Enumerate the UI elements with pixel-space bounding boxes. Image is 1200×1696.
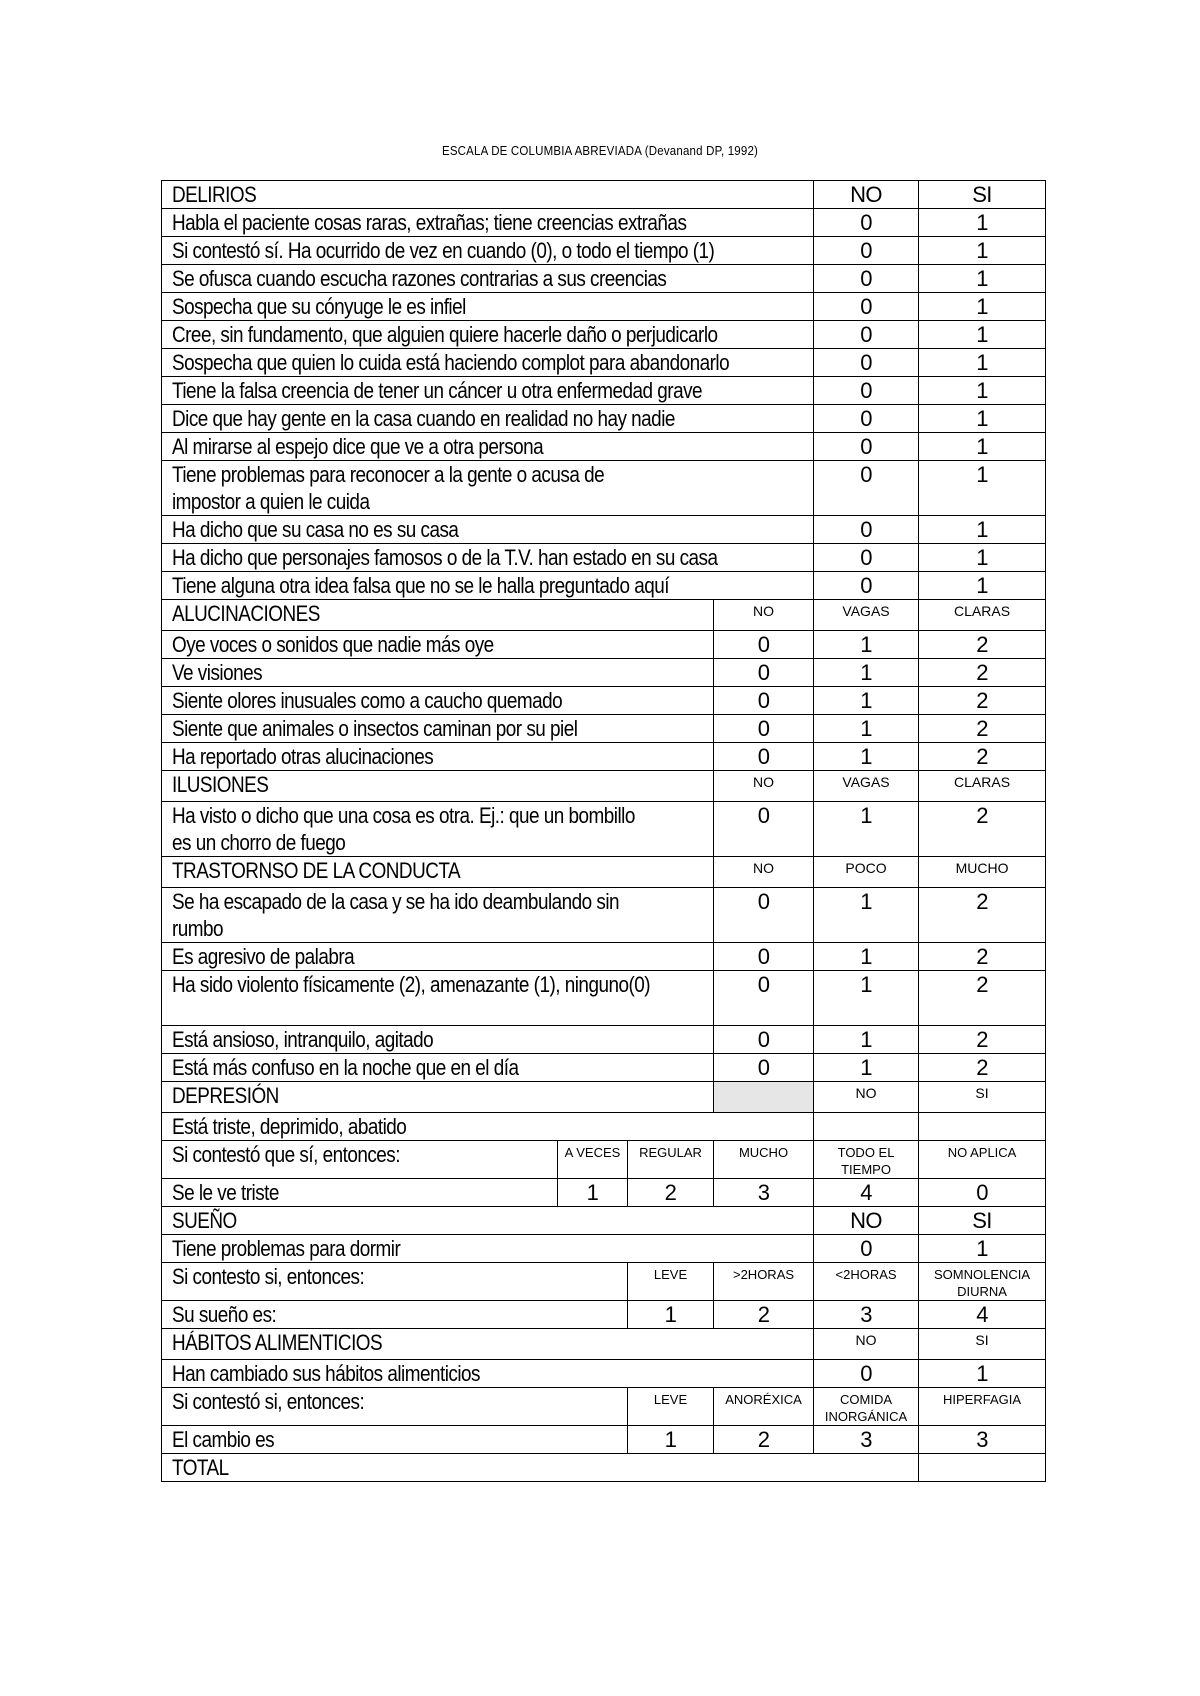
question-row	[162, 1360, 1046, 1388]
section-title-text: ALUCINACIONES	[172, 601, 320, 626]
question-text	[162, 687, 714, 715]
score-cell: 2	[919, 659, 1046, 687]
option-header: MUCHO	[714, 1141, 814, 1179]
question-text	[162, 237, 814, 265]
section-title-text: DEPRESIÓN	[172, 1083, 279, 1108]
question-text-text: Han cambiado sus hábitos alimenticios	[172, 1361, 480, 1386]
score-cell: 3	[814, 1301, 919, 1329]
question-row	[162, 888, 1046, 943]
score-cell: 4	[814, 1179, 919, 1207]
question-text	[162, 971, 714, 1026]
question-row	[162, 1054, 1046, 1082]
question-row	[162, 572, 1046, 600]
score-no: 0	[814, 516, 919, 544]
score-cell: 1	[814, 943, 919, 971]
question-text	[162, 544, 814, 572]
question-text-text: Cree, sin fundamento, que alguien quiere hacerle daño o perjudicarlo	[172, 322, 718, 347]
column-header: CLARAS	[919, 600, 1046, 631]
question-text	[162, 1026, 714, 1054]
score-no: 0	[814, 433, 919, 461]
question-text	[162, 209, 814, 237]
column-header: NO	[714, 600, 814, 631]
score-no: 0	[814, 265, 919, 293]
score-cell: 1	[814, 631, 919, 659]
question-text	[162, 516, 814, 544]
question-row	[162, 1026, 1046, 1054]
question-text-text: Si contesto si, entonces:	[172, 1264, 365, 1289]
score-cell: 1	[814, 971, 919, 1026]
question-row	[162, 209, 1046, 237]
question-text	[162, 572, 814, 600]
question-text-text: Dice que hay gente en la casa cuando en realidad no hay nadie	[172, 406, 675, 431]
question-text	[162, 1113, 814, 1141]
options-row	[162, 1388, 1046, 1426]
section-header-alucinaciones	[162, 600, 1046, 631]
column-header: CLARAS	[919, 771, 1046, 802]
score-cell: 1	[814, 715, 919, 743]
score-no: 0	[814, 544, 919, 572]
score-cell: 0	[714, 1054, 814, 1082]
score-no: 0	[814, 237, 919, 265]
column-header: NO	[714, 771, 814, 802]
column-header-no: NO	[814, 181, 919, 209]
section-title-text: ILUSIONES	[172, 772, 269, 797]
question-text-text: Oye voces o sonidos que nadie más oye	[172, 632, 494, 657]
question-row	[162, 321, 1046, 349]
option-header: SOMNOLENCIA DIURNA	[919, 1263, 1046, 1301]
score-cell: 2	[919, 971, 1046, 1026]
score-no: 0	[814, 321, 919, 349]
question-row	[162, 1113, 1046, 1141]
score-no: 0	[814, 293, 919, 321]
question-text-text: Siente olores inusuales como a caucho quemado	[172, 688, 563, 713]
column-header-no: NO	[814, 1082, 919, 1113]
question-text	[162, 743, 714, 771]
score-si: 1	[919, 293, 1046, 321]
question-row	[162, 433, 1046, 461]
scale-table-body	[162, 181, 1046, 1482]
score-cell: 0	[714, 802, 814, 857]
option-header: NO APLICA	[919, 1141, 1046, 1179]
score-si	[919, 1113, 1046, 1141]
question-text	[162, 265, 814, 293]
question-row	[162, 237, 1046, 265]
score-cell: 1	[814, 743, 919, 771]
option-header: <2HORAS	[814, 1263, 919, 1301]
score-cell: 4	[919, 1301, 1046, 1329]
score-cell: 3	[714, 1179, 814, 1207]
question-row	[162, 943, 1046, 971]
question-row	[162, 1426, 1046, 1454]
score-cell: 1	[814, 687, 919, 715]
column-header-si: SI	[919, 1207, 1046, 1235]
score-cell: 0	[714, 971, 814, 1026]
score-si: 1	[919, 349, 1046, 377]
question-row	[162, 715, 1046, 743]
section-header-delirios	[162, 181, 1046, 209]
question-row	[162, 1301, 1046, 1329]
question-text	[162, 1360, 814, 1388]
score-si: 1	[919, 433, 1046, 461]
column-header: VAGAS	[814, 600, 919, 631]
question-row	[162, 544, 1046, 572]
question-text	[162, 1426, 628, 1454]
question-text	[162, 1054, 714, 1082]
shaded-cell	[714, 1082, 814, 1113]
question-text-text: Sospecha que su cónyuge le es infiel	[172, 294, 466, 319]
question-row	[162, 971, 1046, 1026]
column-header-no: NO	[814, 1329, 919, 1360]
question-row	[162, 349, 1046, 377]
question-row	[162, 516, 1046, 544]
score-no: 0	[814, 461, 919, 516]
score-cell: 2	[714, 1426, 814, 1454]
score-cell: 0	[714, 743, 814, 771]
score-si: 1	[919, 321, 1046, 349]
option-header: HIPERFAGIA	[919, 1388, 1046, 1426]
total-row	[162, 1454, 1046, 1482]
section-header-conducta	[162, 857, 1046, 888]
score-cell: 0	[714, 687, 814, 715]
column-header-si: SI	[919, 1082, 1046, 1113]
question-row	[162, 293, 1046, 321]
score-si: 1	[919, 377, 1046, 405]
score-no: 0	[814, 1360, 919, 1388]
question-text	[162, 377, 814, 405]
question-text-text: El cambio es	[172, 1427, 275, 1452]
section-title	[162, 600, 714, 631]
question-row	[162, 802, 1046, 857]
question-text	[162, 1179, 558, 1207]
question-text	[162, 293, 814, 321]
score-cell: 2	[919, 715, 1046, 743]
question-text	[162, 461, 814, 516]
section-header-sueno	[162, 1207, 1046, 1235]
score-cell: 1	[814, 1026, 919, 1054]
total-value	[919, 1454, 1046, 1482]
score-cell: 2	[628, 1179, 714, 1207]
score-no: 0	[814, 209, 919, 237]
section-title	[162, 771, 714, 802]
score-si: 1	[919, 405, 1046, 433]
score-si: 1	[919, 265, 1046, 293]
question-text-text: Ha sido violento físicamente (2), amenazante (1), ninguno(0)	[172, 972, 651, 997]
score-cell: 0	[714, 888, 814, 943]
question-text	[162, 659, 714, 687]
score-cell: 1	[558, 1179, 628, 1207]
option-header: COMIDA INORGÁNICA	[814, 1388, 919, 1426]
question-text-text: Se ofusca cuando escucha razones contrarias a sus creencias	[172, 266, 667, 291]
question-text	[162, 631, 714, 659]
score-cell: 2	[919, 687, 1046, 715]
score-si: 1	[919, 516, 1046, 544]
question-text	[162, 321, 814, 349]
question-text	[162, 349, 814, 377]
question-text	[162, 433, 814, 461]
question-text-text: Al mirarse al espejo dice que ve a otra persona	[172, 434, 544, 459]
score-cell: 2	[919, 631, 1046, 659]
document-title: ESCALA DE COLUMBIA ABREVIADA (Devanand DP, 1992)	[441, 144, 759, 158]
section-header-depresion	[162, 1082, 1046, 1113]
total-label	[162, 1454, 919, 1482]
score-cell: 3	[919, 1426, 1046, 1454]
column-header: POCO	[814, 857, 919, 888]
question-row	[162, 659, 1046, 687]
score-cell: 3	[814, 1426, 919, 1454]
score-cell: 2	[919, 888, 1046, 943]
score-cell: 2	[919, 1026, 1046, 1054]
options-row	[162, 1141, 1046, 1179]
question-text-text: Si contestó si, entonces:	[172, 1389, 365, 1414]
question-text-text: Ha visto o dicho que una cosa es otra. Ej.: que un bombillo es un chorro de fuego	[172, 803, 635, 855]
score-si: 1	[919, 237, 1046, 265]
score-si: 1	[919, 209, 1046, 237]
column-header: VAGAS	[814, 771, 919, 802]
question-text-text: Tiene problemas para dormir	[172, 1236, 401, 1261]
question-text-text: Está ansioso, intranquilo, agitado	[172, 1027, 434, 1052]
question-text-text: Se le ve triste	[172, 1180, 279, 1205]
question-text-text: Es agresivo de palabra	[172, 944, 355, 969]
section-title-text: HÁBITOS ALIMENTICIOS	[172, 1330, 383, 1355]
question-row	[162, 1179, 1046, 1207]
question-text-text: Si contestó sí. Ha ocurrido de vez en cuando (0), o todo el tiempo (1)	[172, 238, 715, 263]
column-header-si: SI	[919, 181, 1046, 209]
score-cell: 2	[919, 1054, 1046, 1082]
question-text	[162, 943, 714, 971]
score-cell: 0	[714, 631, 814, 659]
columbia-scale-table	[161, 180, 1046, 1482]
score-no	[814, 1113, 919, 1141]
question-text-text: Ha dicho que su casa no es su casa	[172, 517, 459, 542]
score-cell: 1	[814, 659, 919, 687]
question-text-text: Habla el paciente cosas raras, extrañas; tiene creencias extrañas	[172, 210, 687, 235]
section-title-text: DELIRIOS	[172, 182, 257, 207]
score-si: 1	[919, 1235, 1046, 1263]
section-title-text: SUEÑO	[172, 1208, 237, 1233]
column-header: NO	[714, 857, 814, 888]
score-cell: 0	[714, 1026, 814, 1054]
question-text-text: Está más confuso en la noche que en el día	[172, 1055, 519, 1080]
question-row	[162, 461, 1046, 516]
score-si: 1	[919, 1360, 1046, 1388]
option-header: A VECES	[558, 1141, 628, 1179]
question-text-text: Ha reportado otras alucinaciones	[172, 744, 434, 769]
question-row	[162, 1235, 1046, 1263]
score-si: 1	[919, 544, 1046, 572]
section-header-habitos	[162, 1329, 1046, 1360]
score-cell: 1	[814, 1054, 919, 1082]
score-cell: 1	[814, 888, 919, 943]
column-header: MUCHO	[919, 857, 1046, 888]
option-header: TODO EL TIEMPO	[814, 1141, 919, 1179]
score-si: 1	[919, 461, 1046, 516]
score-cell: 0	[714, 943, 814, 971]
question-text-text: Sospecha que quien lo cuida está haciendo complot para abandonarlo	[172, 350, 730, 375]
score-cell: 0	[714, 659, 814, 687]
question-row	[162, 265, 1046, 293]
score-cell: 1	[628, 1301, 714, 1329]
question-text	[162, 888, 714, 943]
column-header-si: SI	[919, 1329, 1046, 1360]
option-header: >2HORAS	[714, 1263, 814, 1301]
score-no: 0	[814, 1235, 919, 1263]
option-header: REGULAR	[628, 1141, 714, 1179]
score-cell: 2	[919, 802, 1046, 857]
question-text-text: Está triste, deprimido, abatido	[172, 1114, 407, 1139]
option-header: LEVE	[628, 1263, 714, 1301]
question-text-text: Tiene problemas para reconocer a la gente o acusa de impostor a quien le cuida	[172, 462, 605, 514]
question-text	[162, 1235, 814, 1263]
question-text	[162, 1141, 558, 1179]
score-no: 0	[814, 572, 919, 600]
question-text	[162, 1301, 628, 1329]
question-row	[162, 631, 1046, 659]
question-text-text: Ve visiones	[172, 660, 263, 685]
score-cell: 1	[814, 802, 919, 857]
question-text	[162, 405, 814, 433]
score-cell: 0	[919, 1179, 1046, 1207]
question-text-text: Se ha escapado de la casa y se ha ido deambulando sin rumbo	[172, 889, 620, 941]
question-row	[162, 687, 1046, 715]
question-text-text: Su sueño es:	[172, 1302, 277, 1327]
question-text-text: Ha dicho que personajes famosos o de la T.V. han estado en su casa	[172, 545, 718, 570]
question-text	[162, 1263, 628, 1301]
score-cell: 0	[714, 715, 814, 743]
section-header-ilusiones	[162, 771, 1046, 802]
score-no: 0	[814, 349, 919, 377]
option-header: LEVE	[628, 1388, 714, 1426]
section-title	[162, 1082, 714, 1113]
total-label-text: TOTAL	[172, 1455, 229, 1480]
score-cell: 2	[919, 743, 1046, 771]
question-text-text: Tiene alguna otra idea falsa que no se le halla preguntado aquí	[172, 573, 669, 598]
question-row	[162, 743, 1046, 771]
question-text	[162, 802, 714, 857]
column-header-no: NO	[814, 1207, 919, 1235]
score-si: 1	[919, 572, 1046, 600]
score-cell: 2	[714, 1301, 814, 1329]
question-text-text: Si contestó que sí, entonces:	[172, 1142, 400, 1167]
options-row	[162, 1263, 1046, 1301]
question-row	[162, 405, 1046, 433]
option-header: ANORÉXICA	[714, 1388, 814, 1426]
score-cell: 2	[919, 943, 1046, 971]
section-title	[162, 857, 714, 888]
question-text-text: Siente que animales o insectos caminan por su piel	[172, 716, 578, 741]
score-cell: 1	[628, 1426, 714, 1454]
score-no: 0	[814, 377, 919, 405]
question-row	[162, 377, 1046, 405]
score-no: 0	[814, 405, 919, 433]
section-title	[162, 1329, 814, 1360]
section-title	[162, 1207, 814, 1235]
section-title	[162, 181, 814, 209]
question-text	[162, 1388, 628, 1426]
question-text	[162, 715, 714, 743]
section-title-text: TRASTORNSO DE LA CONDUCTA	[172, 858, 461, 883]
question-text-text: Tiene la falsa creencia de tener un cáncer u otra enfermedad grave	[172, 378, 703, 403]
